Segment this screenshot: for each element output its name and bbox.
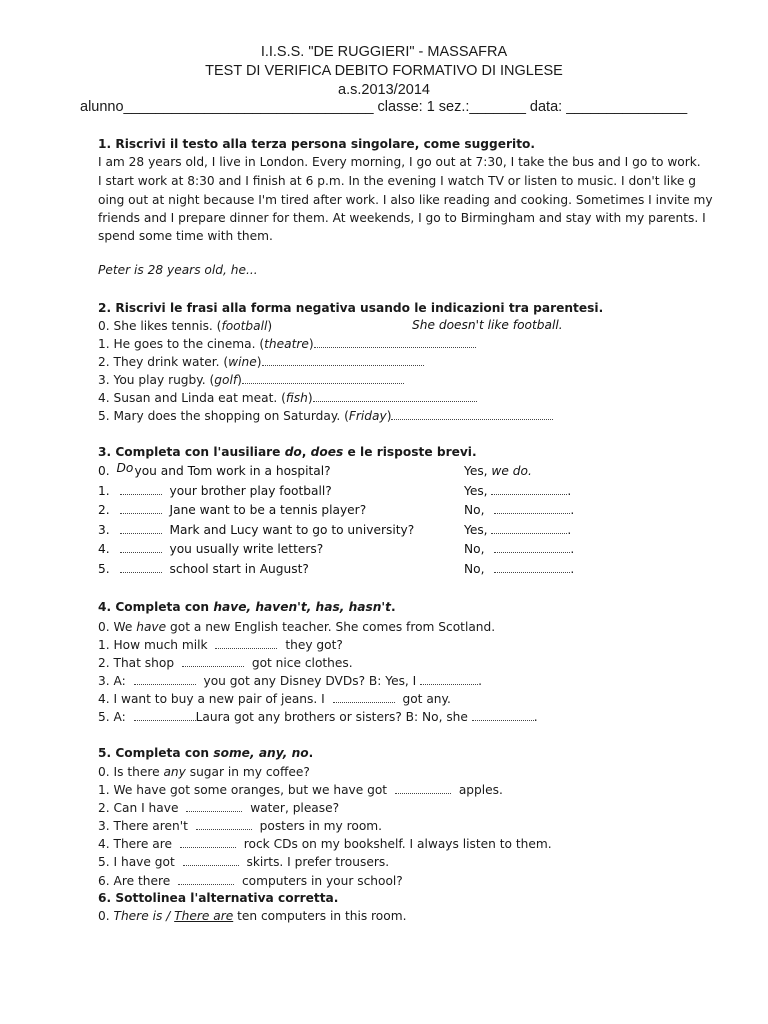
ex1-start-prompt: Peter is 28 years old, he... — [98, 263, 258, 277]
option-2-underlined: There are — [174, 909, 234, 923]
ex5-example: 0. Is there any sugar in my coffee? — [98, 765, 310, 779]
short-answer-blank[interactable] — [494, 541, 570, 553]
aux-blank[interactable] — [120, 541, 162, 553]
answer-blank[interactable] — [262, 354, 424, 366]
test-title: TEST DI VERIFICA DEBITO FORMATIVO DI INGLESE — [205, 63, 563, 79]
ex5-item-2: 2. Can I have water, please? — [98, 801, 340, 815]
ex4-item-2: 2. That shop got nice clothes. — [98, 656, 353, 670]
ex1-text-line: oing out at night because I'm tired after work. I also like reading and cooking. Sometimes I invite my — [98, 193, 713, 207]
ex5-item-5: 5. I have got skirts. I prefer trousers. — [98, 855, 390, 869]
answer-blank[interactable] — [391, 408, 553, 420]
student-info-line: alunno_______________________________ classe: 1 sez.:_______ data: _______________ — [80, 99, 688, 115]
aux-blank[interactable] — [120, 483, 162, 495]
ex4-example: 0. We have got a new English teacher. She comes from Scotland. — [98, 620, 496, 634]
aux-blank[interactable] — [120, 502, 162, 514]
item-number: 0. — [98, 319, 110, 333]
answer-blank[interactable] — [182, 655, 244, 667]
answer-blank[interactable] — [186, 800, 242, 812]
ex2-item-1: 1. He goes to the cinema. (theatre) — [98, 336, 476, 352]
ex2-example-answer: She doesn't like football. — [412, 318, 563, 332]
answer-blank[interactable] — [196, 818, 252, 830]
ex1-text-line: I am 28 years old, I live in London. Every morning, I go out at 7:30, I take the bus and I go to work. — [98, 155, 701, 169]
ex3-answer-2: No, . — [464, 503, 575, 517]
ex3-item-4: 4. you usually write letters? — [98, 542, 324, 556]
ex5-title: 5. Completa con some, any, no. — [98, 746, 314, 760]
ex3-item-5: 5. school start in August? — [98, 562, 309, 576]
ex4-item-1: 1. How much milk they got? — [98, 638, 343, 652]
short-answer-blank[interactable] — [491, 522, 567, 534]
ex5-item-6: 6. Are there computers in your school? — [98, 874, 403, 888]
ex3-item-2: 2. Jane want to be a tennis player? — [98, 503, 367, 517]
ex2-item-3: 3. You play rugby. (golf) — [98, 372, 404, 388]
short-answer-blank[interactable] — [491, 483, 567, 495]
answer-blank[interactable] — [134, 709, 196, 721]
short-answer-blank[interactable] — [494, 502, 570, 514]
ex3-item-1: 1. your brother play football? — [98, 484, 332, 498]
ex1-title: 1. Riscrivi il testo alla terza persona singolare, come suggerito. — [98, 137, 536, 151]
answer-blank[interactable] — [178, 873, 234, 885]
ex2-item-2: 2. They drink water. (wine) — [98, 354, 424, 370]
school-year: a.s.2013/2014 — [338, 82, 430, 98]
ex4-item-4: 4. I want to buy a new pair of jeans. I got any. — [98, 692, 451, 706]
answer-blank[interactable] — [395, 782, 451, 794]
ex3-item-3: 3. Mark and Lucy want to go to university? — [98, 523, 415, 537]
ex4-title: 4. Completa con have, haven't, has, hasn't. — [98, 600, 396, 614]
ex5-item-4: 4. There are rock CDs on my bookshelf. I always listen to them. — [98, 837, 552, 851]
ex4-item-5: 5. A: Laura got any brothers or sisters? B: No, she . — [98, 710, 538, 724]
answer-blank[interactable] — [333, 691, 395, 703]
answer-blank[interactable] — [134, 673, 196, 685]
ex3-answer-4: No, . — [464, 542, 575, 556]
ex2-item-5: 5. Mary does the shopping on Saturday. (Friday) — [98, 408, 553, 424]
short-answer-blank[interactable] — [494, 561, 570, 573]
ex6-example: 0. There is / There are ten computers in this room. — [98, 909, 407, 923]
example-aux: Do — [116, 461, 134, 475]
ex2-item-4: 4. Susan and Linda eat meat. (fish) — [98, 390, 477, 406]
aux-blank[interactable] — [120, 561, 162, 573]
ex2-example: 0. She likes tennis. (football) — [98, 319, 273, 333]
answer-blank[interactable] — [472, 709, 534, 721]
answer-blank[interactable] — [215, 637, 277, 649]
ex3-example-answer: Yes, we do. — [464, 464, 532, 478]
answer-blank[interactable] — [314, 336, 476, 348]
school-name: I.I.S.S. "DE RUGGIERI" - MASSAFRA — [260, 44, 508, 60]
ex6-title: 6. Sottolinea l'alternativa corretta. — [98, 891, 339, 905]
answer-blank[interactable] — [180, 836, 236, 848]
ex3-answer-1: Yes, . — [464, 484, 572, 498]
answer-blank[interactable] — [420, 673, 478, 685]
ex3-answer-5: No, . — [464, 562, 575, 576]
ex4-item-3: 3. A: you got any Disney DVDs? B: Yes, I . — [98, 674, 483, 688]
ex5-item-3: 3. There aren't posters in my room. — [98, 819, 383, 833]
answer-blank[interactable] — [183, 854, 239, 866]
ex1-text-line: friends and I prepare dinner for them. At weekends, I go to Birmingham and stay with my parents. I — [98, 211, 706, 225]
ex3-answer-3: Yes, . — [464, 523, 572, 537]
answer-blank[interactable] — [313, 390, 477, 402]
ex5-item-1: 1. We have got some oranges, but we have got apples. — [98, 783, 503, 797]
ex2-title: 2. Riscrivi le frasi alla forma negativa usando le indicazioni tra parentesi. — [98, 301, 604, 315]
ex1-text-line: I start work at 8:30 and I finish at 6 p.m. In the evening I watch TV or listen to music. I don't like g — [98, 174, 696, 188]
ex1-text-line: spend some time with them. — [98, 229, 273, 243]
option-1: There is / — [113, 909, 171, 923]
ex3-example: 0. Doyou and Tom work in a hospital? — [98, 461, 331, 478]
answer-blank[interactable] — [242, 372, 404, 384]
aux-blank[interactable] — [120, 522, 162, 534]
ex3-title: 3. Completa con l'ausiliare do, does e le risposte brevi. — [98, 445, 477, 459]
